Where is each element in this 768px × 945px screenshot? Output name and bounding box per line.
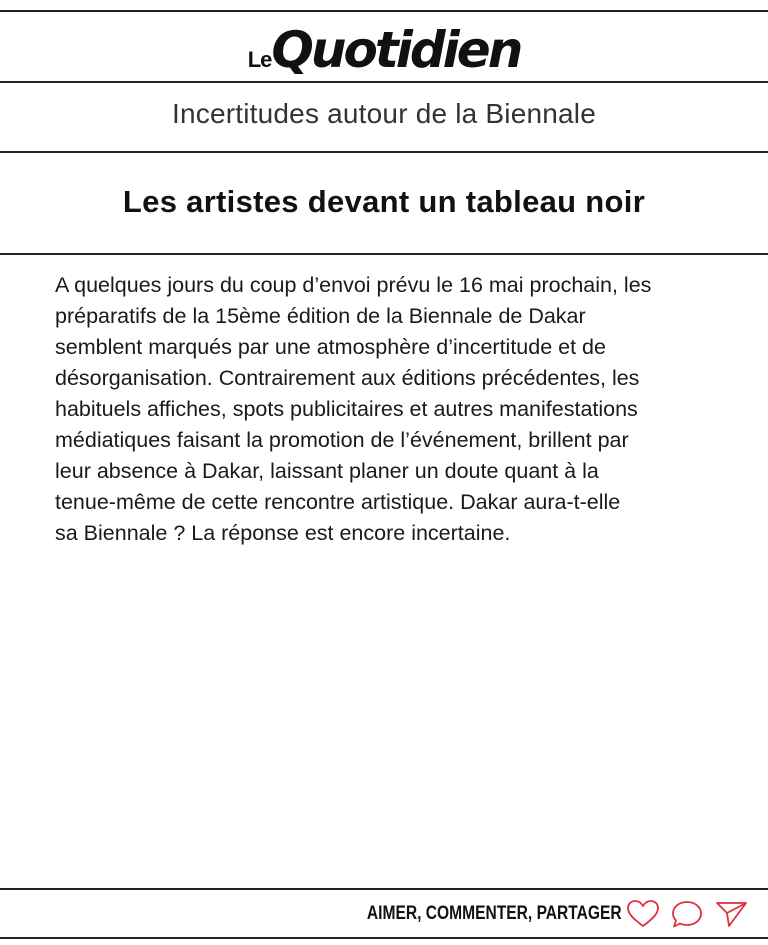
- article-body: [55, 270, 727, 549]
- heart-icon[interactable]: [626, 899, 660, 929]
- top-rule: [0, 10, 768, 12]
- headline-rule: [0, 253, 768, 255]
- article-headline: Les artistes devant un tableau noir: [122, 184, 646, 219]
- comment-icon[interactable]: [670, 899, 704, 929]
- body-line: sa Biennale ? La réponse est encore incertaine.: [55, 521, 511, 545]
- body-line: désorganisation. Contrairement aux éditions précédentes, les: [55, 366, 640, 390]
- body-line: préparatifs de la 15ème édition de la Biennale de Dakar: [55, 304, 586, 328]
- body-line: tenue-même de cette rencontre artistique. Dakar aura-t-elle: [55, 490, 621, 514]
- logo-name: Quotidien: [271, 21, 521, 79]
- body-line: leur absence à Dakar, laissant planer un doute quant à la: [55, 459, 599, 483]
- article-kicker: Incertitudes autour de la Biennale: [172, 98, 596, 129]
- footer-actions: [311, 895, 748, 933]
- share-icon[interactable]: [714, 899, 748, 929]
- brand-logo: [0, 20, 768, 80]
- body-line: A quelques jours du coup d’envoi prévu le 16 mai prochain, les: [55, 273, 652, 297]
- footer-top-rule: [0, 888, 768, 890]
- body-line: semblent marqués par une atmosphère d’incertitude et de: [55, 335, 606, 359]
- body-line: habituels affiches, spots publicitaires et autres manifestations: [55, 397, 638, 421]
- body-line: médiatiques faisant la promotion de l’événement, brillent par: [55, 428, 629, 452]
- actions-label: AIMER, COMMENTER, PARTAGER: [367, 903, 622, 924]
- footer-bottom-rule: [0, 937, 768, 939]
- kicker-rule: [0, 151, 768, 153]
- logo-prefix: Le: [247, 47, 272, 72]
- logo-rule: [0, 81, 768, 83]
